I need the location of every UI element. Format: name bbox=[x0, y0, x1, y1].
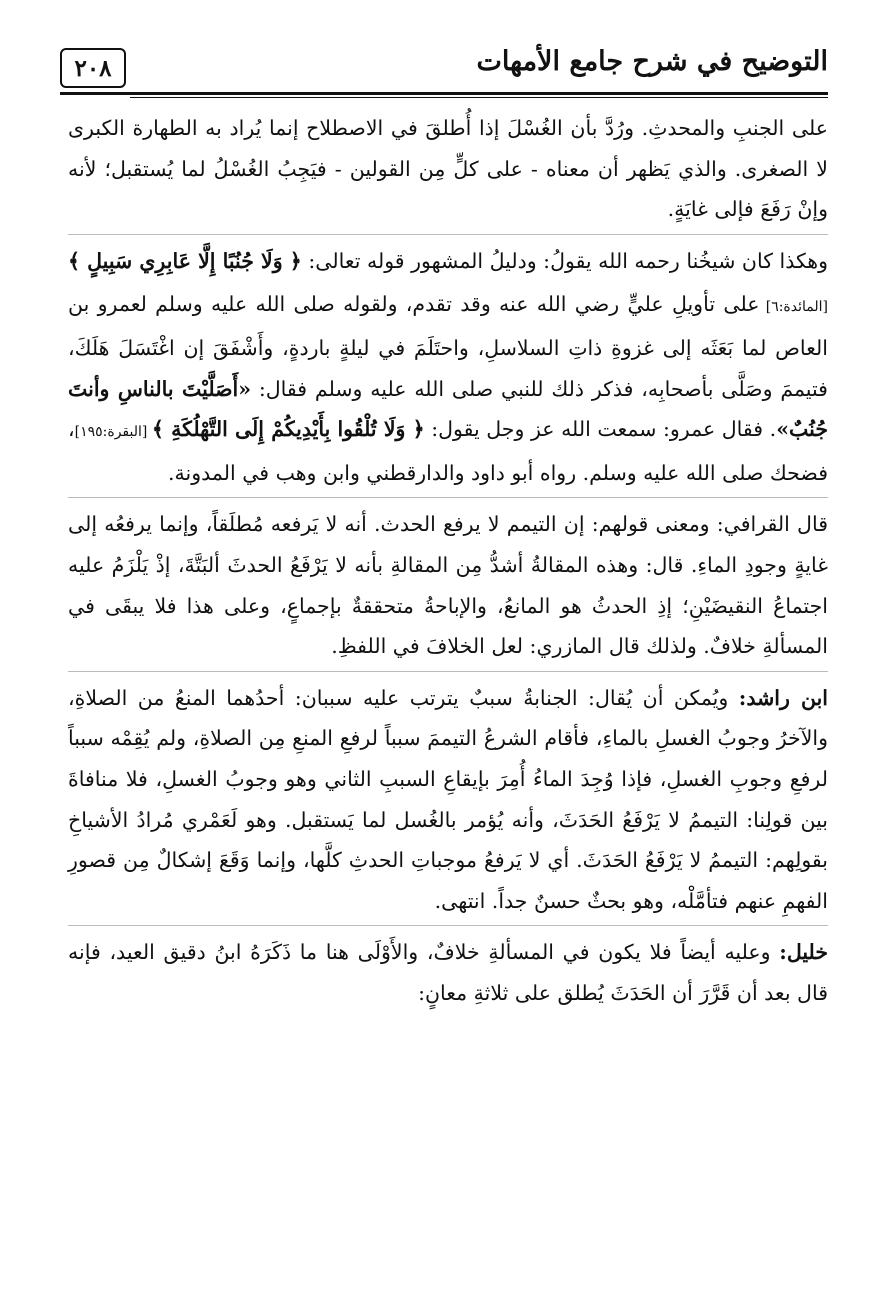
header-rule bbox=[60, 92, 828, 95]
paragraph-separator bbox=[68, 671, 828, 672]
paragraph-separator bbox=[68, 497, 828, 498]
quran-quote-2: ﴿ وَلَا تُلْقُوا بِأَيْدِيكُمْ إِلَى التَّهْلُكَةِ ﴾ bbox=[151, 417, 425, 442]
paragraph-separator bbox=[68, 925, 828, 926]
paragraph-1-text: على الجنبِ والمحدثِ. ورُدَّ بأن الغُسْلَ إذا أُطلقَ في الاصطلاح إنما يُراد به الطهارة الكبرى لا الصغرى. والذي يَظهر أن معناه - على كلٍّ مِن القولين - فيَجِبُ الغُسْلُ لما يُستقبل؛ لأنه وإنْ رَفَعَ فإلى غايَةٍ. bbox=[68, 116, 828, 222]
paragraph-4 bbox=[68, 678, 828, 922]
header-rule-thin bbox=[130, 97, 828, 98]
paragraph-5 bbox=[68, 932, 828, 1013]
paragraph-2-text-b: على تأويلِ عليٍّ رضي الله عنه وقد تقدم، ولقوله صلى الله عليه وسلم لعمرو بن العاص لما بَعَثَه إلى غزوةِ ذاتِ السلاسلِ، واحتَلَمَ في ليلةٍ باردةٍ، وأَشْفَقَ إن اغْتَسَلَ هَلَكَ، فتيممَ وصَلَّى بأصحابِه، فذكر ذلك للنبي صلى الله عليه وسلم فقال: bbox=[68, 292, 828, 401]
page-header bbox=[60, 40, 828, 96]
paragraph-3 bbox=[68, 504, 828, 666]
paragraph-2-text-a: وهكذا كان شيخُنا رحمه الله يقولُ: ودليلُ المشهور قوله تعالى: bbox=[301, 248, 828, 273]
quran-reference-2: [البقرة:١٩٥] bbox=[74, 424, 152, 441]
paragraph-1 bbox=[68, 108, 828, 230]
paragraph-separator bbox=[68, 234, 828, 235]
paragraph-2-text-c: . فقال عمرو: سمعت الله عز وجل يقول: bbox=[424, 417, 777, 442]
body-text bbox=[68, 108, 828, 1013]
paragraph-3-text: قال القرافي: ومعنى قولهم: إن التيمم لا يرفع الحدث. أنه لا يَرفعه مُطلَقاً، وإنما يرفعُه إلى غايةٍ وجودِ الماءِ. قال: وهذه المقالةُ أشدُّ مِن المقالةِ بأنه لا يَرْفَعُ الحدثَ ألبَتَّةَ، إذْ يَلْزَمُ عليه اجتماعُ النقيضَيْنِ؛ إذِ الحدثُ هو المانعُ، والإباحةُ متحققةٌ بإجماعٍ، وعلى هذا فلا يبقَى في المسألةِ خلافٌ. ولذلك قال المازري: لعل الخلافَ في اللفظِ. bbox=[68, 512, 828, 659]
paragraph-4-text: ويُمكن أن يُقال: الجنابةُ سببٌ يترتب عليه سببان: أحدُهما المنعُ من الصلاةِ، والآخرُ وجوبُ الغسلِ بالماءِ، فأقام الشرعُ التيممَ سبباً لرفعِ المنعِ مِن الصلاةِ، ولم يُقِمْه سبباً لرفعِ وجوبِ الغسلِ، فإذا وُجِدَ الماءُ أُمِرَ بإيقاعِ السببِ الثاني وهو وجوبُ الغسلِ، فلا منافاةَ بين قولِنا: التيممُ لا يَرْفَعُ الحَدَثَ، وأنه يُؤمر بالغُسل لما يَستقبل. وهو لَعَمْري مُرادُ الأشياخِ بقولِهم: التيممُ لا يَرْفَعُ الحَدَثَ. أي لا يَرفعُ موجباتِ الحدثِ كلَّها، وإنما وَقَعَ إشكالٌ مِن قصورِ الفهمِ عنهم فتأمَّلْه، وهو بحثٌ حسنٌ جداً. انتهى. bbox=[68, 685, 828, 913]
paragraph-5-text: وعليه أيضاً فلا يكون في المسألةِ خلافٌ، والأَوْلَى هنا ما ذَكَرَهُ ابنُ دقيق العيد، فإنه قال بعد أن قَرَّرَ أن الحَدَثَ يُطلق على ثلاثةِ معانٍ: bbox=[68, 940, 828, 1005]
paragraph-2 bbox=[68, 241, 828, 494]
quran-reference-1: [المائدة:٦] bbox=[759, 299, 828, 316]
page-number: ٢٠٨ bbox=[60, 48, 126, 88]
paragraph-2-text-d: ، فضحك صلى الله عليه وسلم. رواه أبو داود والدارقطني وابن وهب في المدونة. bbox=[68, 417, 828, 485]
hadith-quote: «أَصَلَّيْتَ بالناسِ وأنتَ جُنُبٌ» bbox=[68, 376, 828, 442]
speaker-ibn-rashid: ابن راشد: bbox=[738, 685, 829, 710]
book-title: التوضيح في شرح جامع الأمهات bbox=[476, 46, 828, 77]
speaker-khalil: خليل: bbox=[779, 940, 828, 965]
quran-quote-1: ﴿ وَلَا جُنُبًا إِلَّا عَابِرِي سَبِيلٍ ﴾ bbox=[68, 248, 302, 273]
